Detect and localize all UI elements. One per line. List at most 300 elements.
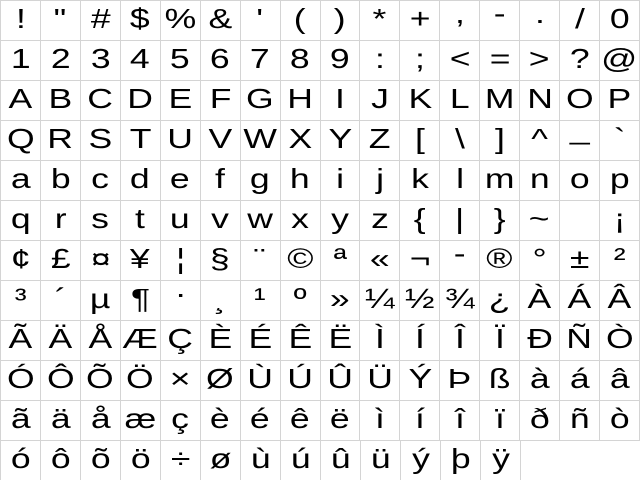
glyph-cell[interactable] <box>321 41 361 81</box>
glyph: ñ <box>569 403 590 434</box>
glyph-cell[interactable] <box>161 121 201 161</box>
glyph: ? <box>569 43 590 74</box>
glyph: « <box>370 243 390 274</box>
glyph-row <box>1 278 640 321</box>
glyph-cell[interactable] <box>520 321 560 361</box>
glyph-cell[interactable] <box>360 41 400 81</box>
glyph-cell[interactable] <box>440 161 480 201</box>
glyph: P <box>607 83 632 114</box>
glyph: o <box>569 163 590 194</box>
glyph-cell[interactable] <box>360 121 400 161</box>
glyph-cell[interactable] <box>520 1 560 41</box>
glyph-row <box>1 401 640 441</box>
glyph-cell[interactable] <box>440 121 480 161</box>
glyph-cell[interactable] <box>321 281 361 321</box>
glyph-cell[interactable] <box>321 121 361 161</box>
glyph-cell[interactable] <box>321 401 361 441</box>
glyph-cell[interactable] <box>121 201 161 241</box>
glyph-cell[interactable] <box>41 121 81 161</box>
glyph: u <box>170 203 191 234</box>
glyph-cell[interactable] <box>281 281 321 321</box>
glyph-cell[interactable] <box>520 401 560 441</box>
glyph: d <box>130 163 151 194</box>
glyph-cell[interactable] <box>520 281 560 321</box>
glyph-cell[interactable] <box>600 241 640 281</box>
glyph: M <box>484 83 515 114</box>
glyph-cell[interactable] <box>201 41 241 81</box>
glyph-cell[interactable] <box>1 201 41 241</box>
glyph: ! <box>15 3 26 34</box>
glyph-cell[interactable] <box>1 41 41 81</box>
glyph: á <box>569 363 590 394</box>
glyph: 7 <box>250 43 270 74</box>
glyph-cell[interactable] <box>321 1 361 41</box>
glyph: 5 <box>170 43 191 74</box>
glyph-cell[interactable] <box>480 321 520 361</box>
glyph-cell[interactable] <box>360 401 400 441</box>
glyph: m <box>484 163 515 194</box>
glyph-cell[interactable] <box>41 201 81 241</box>
glyph-cell[interactable] <box>121 321 161 361</box>
glyph-cell[interactable] <box>560 161 600 201</box>
glyph-cell[interactable] <box>81 321 121 361</box>
glyph-cell[interactable] <box>201 321 241 361</box>
glyph-cell[interactable] <box>400 41 440 81</box>
glyph-cell[interactable] <box>41 241 81 281</box>
glyph-cell[interactable] <box>241 441 281 480</box>
glyph: ^ <box>531 123 548 154</box>
glyph: y <box>331 203 349 234</box>
glyph-cell[interactable] <box>440 201 480 241</box>
glyph-cell[interactable] <box>321 161 361 201</box>
glyph: Þ <box>447 363 472 394</box>
glyph-cell[interactable] <box>520 361 560 401</box>
glyph-cell[interactable] <box>81 201 121 241</box>
glyph-cell[interactable] <box>81 161 121 201</box>
glyph-cell[interactable] <box>321 361 361 401</box>
glyph-cell[interactable] <box>360 241 400 281</box>
glyph: G <box>246 83 274 114</box>
glyph-cell[interactable] <box>241 1 281 41</box>
glyph: e <box>170 163 191 194</box>
glyph-cell[interactable] <box>41 441 81 480</box>
glyph: J <box>371 83 389 114</box>
glyph: ± <box>569 243 590 274</box>
glyph: { <box>413 203 426 234</box>
glyph-cell[interactable] <box>41 1 81 41</box>
glyph: U <box>167 123 194 154</box>
glyph: û <box>330 443 351 474</box>
glyph-cell[interactable] <box>241 281 281 321</box>
glyph: ö <box>130 443 151 474</box>
glyph: . <box>534 0 545 29</box>
glyph-cell[interactable] <box>1 81 41 121</box>
glyph: Ú <box>287 363 313 394</box>
glyph-cell[interactable] <box>121 361 161 401</box>
glyph: A <box>8 83 33 114</box>
glyph-cell[interactable] <box>121 401 161 441</box>
glyph-cell[interactable] <box>440 281 480 321</box>
glyph: ¾ <box>444 283 475 314</box>
glyph-cell[interactable] <box>281 1 321 41</box>
glyph-cell[interactable] <box>81 361 121 401</box>
glyph: ´ <box>54 283 67 314</box>
glyph: Ä <box>48 323 73 354</box>
glyph-cell[interactable] <box>360 281 400 321</box>
glyph-cell[interactable] <box>241 81 281 121</box>
glyph: ß <box>488 363 511 394</box>
glyph: ú <box>290 443 311 474</box>
glyph-cell[interactable] <box>480 81 520 121</box>
glyph-cell[interactable] <box>440 238 480 281</box>
glyph-cell[interactable] <box>241 161 281 201</box>
glyph: ì <box>374 403 385 434</box>
glyph-cell[interactable] <box>201 161 241 201</box>
glyph-cell[interactable] <box>1 1 41 41</box>
glyph: $ <box>130 3 151 34</box>
glyph-cell[interactable] <box>400 121 440 161</box>
glyph-cell[interactable] <box>81 81 121 121</box>
glyph-row <box>1 238 640 281</box>
glyph: ¨ <box>254 243 267 274</box>
glyph-cell[interactable] <box>281 161 321 201</box>
glyph: b <box>50 163 71 194</box>
glyph-cell[interactable] <box>161 201 201 241</box>
glyph-cell[interactable] <box>1 281 41 321</box>
glyph: ä <box>50 403 71 434</box>
glyph-cell[interactable] <box>241 201 281 241</box>
glyph-cell[interactable] <box>360 161 400 201</box>
glyph-cell[interactable] <box>81 241 121 281</box>
glyph-cell[interactable] <box>1 401 41 441</box>
glyph-cell[interactable] <box>41 401 81 441</box>
glyph-cell[interactable] <box>481 441 521 480</box>
glyph: Ã <box>8 323 33 354</box>
glyph: _ <box>569 114 590 145</box>
glyph-cell[interactable] <box>400 281 440 321</box>
glyph-cell[interactable] <box>161 241 201 281</box>
glyph: v <box>211 203 230 234</box>
glyph: ë <box>330 403 350 434</box>
glyph-cell[interactable] <box>81 1 121 41</box>
glyph-cell[interactable] <box>201 401 241 441</box>
glyph-cell[interactable] <box>281 321 321 361</box>
glyph-cell[interactable] <box>600 41 640 81</box>
glyph-cell[interactable] <box>400 401 440 441</box>
glyph-cell[interactable] <box>480 281 520 321</box>
glyph-cell[interactable] <box>600 121 640 161</box>
glyph-cell[interactable] <box>1 321 41 361</box>
glyph-cell[interactable] <box>440 401 480 441</box>
glyph: n <box>529 163 550 194</box>
glyph-cell[interactable] <box>1 361 41 401</box>
glyph-cell[interactable] <box>400 201 440 241</box>
glyph-cell[interactable] <box>400 1 440 41</box>
glyph-cell[interactable] <box>480 401 520 441</box>
glyph-cell[interactable] <box>480 201 520 241</box>
glyph-cell[interactable] <box>560 41 600 81</box>
glyph: õ <box>90 443 111 474</box>
glyph-cell[interactable] <box>560 401 600 441</box>
glyph: Ô <box>46 363 75 394</box>
glyph-cell[interactable] <box>161 161 201 201</box>
glyph-cell[interactable] <box>81 281 121 321</box>
glyph-cell[interactable] <box>600 401 640 441</box>
glyph-row <box>1 1 640 41</box>
glyph: R <box>47 123 74 154</box>
glyph: = <box>489 43 511 74</box>
glyph: é <box>250 403 270 434</box>
glyph: ø <box>209 443 232 474</box>
glyph: Æ <box>122 323 159 354</box>
glyph-cell[interactable] <box>600 81 640 121</box>
glyph: ³ <box>14 283 27 314</box>
glyph: & <box>208 3 233 34</box>
glyph-cell[interactable] <box>440 321 480 361</box>
glyph-cell[interactable] <box>161 361 201 401</box>
glyph-cell[interactable] <box>321 201 361 241</box>
glyph-cell[interactable] <box>241 321 281 361</box>
glyph: ó <box>10 443 31 474</box>
glyph: Ï <box>494 323 505 354</box>
glyph-cell[interactable] <box>560 1 600 41</box>
glyph-cell[interactable] <box>400 241 440 281</box>
glyph-cell[interactable] <box>1 161 41 201</box>
glyph: Ë <box>328 323 352 354</box>
glyph: > <box>529 43 551 74</box>
glyph-cell[interactable] <box>480 161 520 201</box>
glyph-cell[interactable] <box>321 241 361 281</box>
glyph-cell[interactable] <box>161 41 201 81</box>
glyph: â <box>609 363 630 394</box>
glyph-cell[interactable] <box>560 241 600 281</box>
glyph-cell[interactable] <box>440 361 480 401</box>
glyph-cell[interactable] <box>41 281 81 321</box>
glyph-cell[interactable] <box>1 121 41 161</box>
glyph: [ <box>414 123 425 154</box>
glyph-cell[interactable] <box>161 81 201 121</box>
glyph: Á <box>567 283 592 314</box>
glyph-cell-blank[interactable] <box>560 201 600 241</box>
glyph: ¬ <box>409 243 431 274</box>
glyph: å <box>90 403 111 434</box>
glyph-cell[interactable] <box>201 201 241 241</box>
glyph-cell[interactable] <box>480 1 520 41</box>
glyph-cell[interactable] <box>161 401 201 441</box>
glyph-cell[interactable] <box>241 241 281 281</box>
glyph-cell[interactable] <box>360 321 400 361</box>
glyph-cell[interactable] <box>121 161 161 201</box>
glyph-cell[interactable] <box>121 121 161 161</box>
glyph: ¹ <box>254 283 267 314</box>
glyph: º <box>293 283 307 314</box>
glyph-cell[interactable] <box>520 81 560 121</box>
glyph-cell[interactable] <box>121 1 161 41</box>
glyph-cell[interactable] <box>360 201 400 241</box>
glyph-cell[interactable] <box>440 41 480 81</box>
glyph-cell[interactable] <box>281 121 321 161</box>
glyph: F <box>209 83 232 114</box>
glyph-cell[interactable] <box>41 161 81 201</box>
glyph-cell[interactable] <box>520 241 560 281</box>
glyph-cell[interactable] <box>440 81 480 121</box>
glyph-cell[interactable] <box>600 361 640 401</box>
glyph-cell[interactable] <box>480 121 520 161</box>
glyph: / <box>574 3 585 34</box>
glyph: ® <box>486 243 513 274</box>
glyph-cell[interactable] <box>1 441 41 480</box>
glyph: # <box>90 3 111 34</box>
glyph: \ <box>454 123 465 154</box>
glyph: 6 <box>210 43 231 74</box>
glyph-cell[interactable] <box>600 161 640 201</box>
glyph-cell[interactable] <box>560 361 600 401</box>
glyph: ¼ <box>365 283 395 314</box>
glyph-cell[interactable] <box>121 241 161 281</box>
glyph: ð <box>529 403 550 434</box>
glyph: 8 <box>290 43 310 74</box>
glyph-cell[interactable] <box>241 121 281 161</box>
glyph-cell[interactable] <box>121 81 161 121</box>
glyph-cell[interactable] <box>41 361 81 401</box>
glyph-cell[interactable] <box>81 41 121 81</box>
glyph-cell[interactable] <box>121 281 161 321</box>
glyph-cell[interactable] <box>1 241 41 281</box>
glyph: w <box>247 203 273 234</box>
glyph-cell[interactable] <box>480 241 520 281</box>
glyph: ' <box>256 3 264 34</box>
glyph-cell[interactable] <box>400 161 440 201</box>
glyph-cell[interactable] <box>201 361 241 401</box>
glyph-cell[interactable] <box>41 81 81 121</box>
glyph-cell[interactable] <box>400 321 440 361</box>
glyph-cell[interactable] <box>201 81 241 121</box>
glyph-cell[interactable] <box>321 441 361 480</box>
glyph: à <box>529 363 550 394</box>
glyph-cell[interactable] <box>281 241 321 281</box>
glyph-cell[interactable] <box>161 441 201 480</box>
glyph-cell[interactable] <box>241 41 281 81</box>
glyph: Í <box>414 323 425 354</box>
glyph-cell[interactable] <box>600 321 640 361</box>
glyph: W <box>243 123 277 154</box>
glyph-cell[interactable] <box>41 41 81 81</box>
glyph: è <box>210 403 231 434</box>
glyph-cell[interactable] <box>201 241 241 281</box>
glyph-cell[interactable] <box>41 321 81 361</box>
glyph: L <box>449 83 470 114</box>
glyph-cell[interactable] <box>560 281 600 321</box>
glyph-row <box>1 41 640 81</box>
glyph-cell[interactable] <box>281 81 321 121</box>
glyph-cell[interactable] <box>400 81 440 121</box>
glyph: ; <box>414 43 425 74</box>
glyph-cell[interactable] <box>520 121 560 161</box>
glyph-cell[interactable] <box>400 361 440 401</box>
glyph: g <box>250 163 270 194</box>
glyph-row <box>1 201 640 241</box>
glyph-cell[interactable] <box>81 121 121 161</box>
glyph: x <box>291 203 309 234</box>
glyph: ¿ <box>488 283 511 314</box>
glyph-cell[interactable] <box>560 321 600 361</box>
glyph-cell[interactable] <box>81 441 121 480</box>
glyph-cell[interactable] <box>321 81 361 121</box>
glyph-cell[interactable] <box>121 441 161 480</box>
glyph-cell[interactable] <box>520 41 560 81</box>
glyph-cell[interactable] <box>241 361 281 401</box>
glyph-cell[interactable] <box>121 41 161 81</box>
glyph-cell[interactable] <box>241 401 281 441</box>
glyph-cell[interactable] <box>281 361 321 401</box>
glyph-cell[interactable] <box>600 1 640 41</box>
glyph: £ <box>50 243 71 274</box>
glyph: Y <box>328 123 352 154</box>
glyph-cell[interactable] <box>520 161 560 201</box>
glyph-cell[interactable] <box>480 361 520 401</box>
glyph-cell[interactable] <box>321 321 361 361</box>
glyph-row <box>1 81 640 121</box>
glyph: - <box>493 0 506 29</box>
glyph-cell[interactable] <box>600 281 640 321</box>
glyph: z <box>371 203 389 234</box>
glyph: Z <box>369 123 391 154</box>
glyph-cell[interactable] <box>281 401 321 441</box>
glyph-cell[interactable] <box>81 401 121 441</box>
glyph-cell[interactable] <box>560 114 600 161</box>
glyph-cell[interactable] <box>161 278 201 321</box>
glyph: Î <box>454 323 465 354</box>
glyph: f <box>215 163 226 194</box>
glyph: Ù <box>247 363 273 394</box>
glyph-cell[interactable] <box>201 281 241 321</box>
glyph-cell[interactable] <box>161 321 201 361</box>
glyph: V <box>208 123 233 154</box>
glyph-cell[interactable] <box>201 441 241 480</box>
glyph-cell[interactable] <box>361 441 401 480</box>
glyph-cell[interactable] <box>201 121 241 161</box>
glyph-cell[interactable] <box>441 441 481 480</box>
glyph: ç <box>171 403 190 434</box>
glyph: Ü <box>367 363 393 394</box>
glyph: Ý <box>407 363 432 394</box>
glyph-cell[interactable] <box>281 441 321 480</box>
glyph: · <box>174 278 187 309</box>
glyph-cell[interactable] <box>401 441 441 480</box>
glyph: X <box>288 123 312 154</box>
glyph-cell[interactable] <box>360 361 400 401</box>
glyph-cell[interactable] <box>440 1 480 41</box>
glyph-cell[interactable] <box>281 201 321 241</box>
glyph: ¥ <box>130 243 151 274</box>
glyph-cell[interactable] <box>281 41 321 81</box>
glyph-cell[interactable] <box>360 81 400 121</box>
glyph: í <box>414 403 425 434</box>
glyph-cell[interactable] <box>480 41 520 81</box>
glyph-cell[interactable] <box>201 1 241 41</box>
glyph: c <box>91 163 110 194</box>
glyph-cell[interactable] <box>161 1 201 41</box>
glyph: * <box>372 3 387 34</box>
glyph-cell[interactable] <box>600 201 640 241</box>
glyph: Ñ <box>566 323 593 354</box>
glyph-row <box>1 321 640 361</box>
glyph: Ó <box>6 363 35 394</box>
glyph-row <box>1 161 640 201</box>
glyph: % <box>164 3 197 34</box>
glyph-cell[interactable] <box>360 1 400 41</box>
glyph-cell[interactable] <box>520 201 560 241</box>
